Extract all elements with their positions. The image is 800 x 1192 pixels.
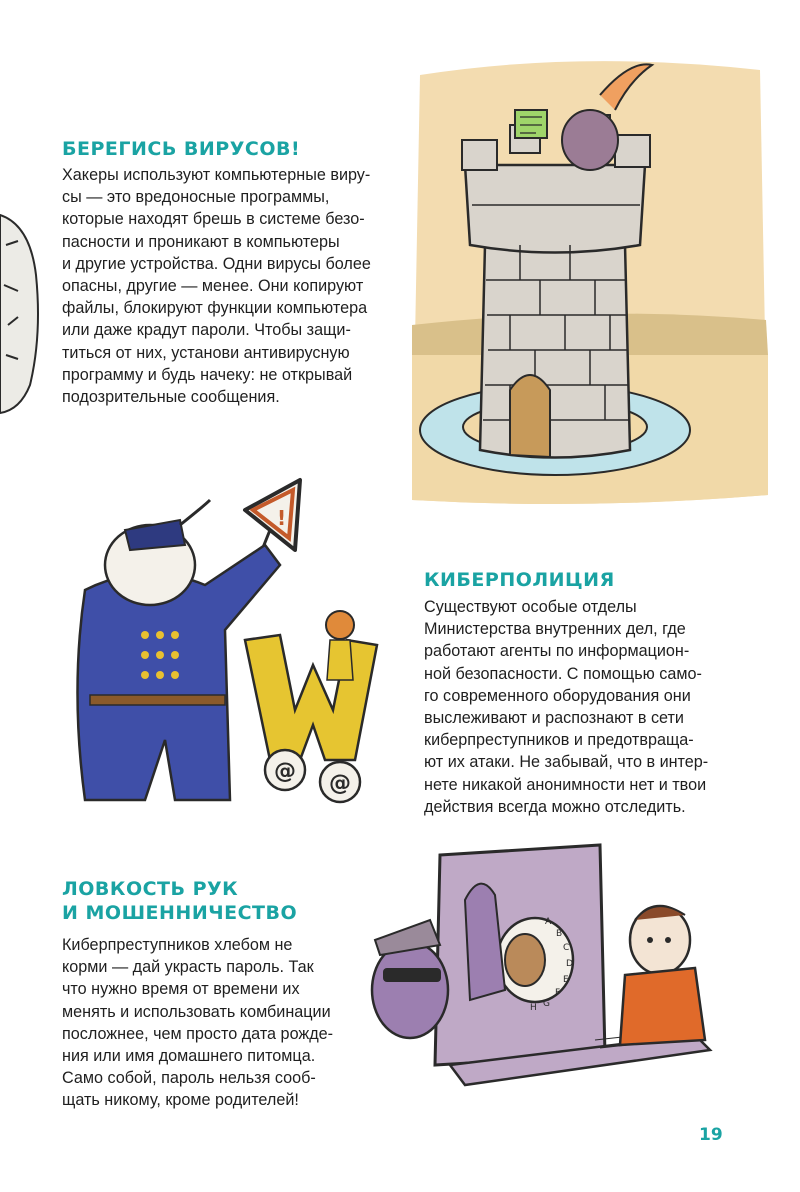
section-heading-fraud xyxy=(62,877,297,925)
section-body-viruses: Хакеры используют компьютерные виру- сы — это вредоносные программы, которые находят брешь в системе безо- пасности и проникают в компьютеры и другие устройства. Одни вирусы более опасны, другие — менее. Они копируют файлы, блокируют функции компьютера или даже крадут пароли. Чтобы защи- титься от них, установи антивирусную программу и будь начеку: не открывай подозрительные сообщения. xyxy=(62,166,371,407)
section-heading-viruses: БЕРЕГИСЬ ВИРУСОВ! xyxy=(62,138,301,160)
svg-text:!: ! xyxy=(277,506,287,530)
safe-illustration xyxy=(355,840,745,1095)
dial-letter-a: A xyxy=(545,917,552,927)
page-number: 19 xyxy=(699,1125,723,1145)
dial-letter-e: E xyxy=(563,975,569,985)
section-heading-fraud-line1: ЛОВКОСТЬ РУК xyxy=(62,878,239,900)
svg-text:@: @ xyxy=(274,759,296,784)
section-body-cyberpolice: Существуют особые отделы Министерства внутренних дел, где работают агенты по информацион- ной безопасности. С помощью само- го современного оборудования они выслеживают и распознают в сети киберпреступников и предотвраща- ют их атаки. Не забывай, что в интер- нете никакой анонимности нет и твои действия всегда можно отследить. xyxy=(424,598,709,816)
dial-letter-c: C xyxy=(563,943,570,953)
svg-text:@: @ xyxy=(329,771,351,796)
edge-illustration xyxy=(0,205,42,415)
dial-letter-g: G xyxy=(543,999,550,1009)
tower-illustration xyxy=(390,55,770,515)
police-illustration xyxy=(55,470,395,820)
section-heading-fraud-line2: И МОШЕННИЧЕСТВО xyxy=(62,902,298,924)
section-body-fraud: Киберпреступников хлебом не корми — дай украсть пароль. Так что нужно время от времени их менять и использовать комбинации посложнее, чем просто дата рожде- ния или имя домашнего питомца. Само собой, пароль нельзя сооб- щать никому, кроме родителей! xyxy=(62,936,334,1110)
section-heading-cyberpolice: КИБЕРПОЛИЦИЯ xyxy=(424,569,615,591)
dial-letter-h: H xyxy=(530,1003,537,1013)
dial-letter-d: D xyxy=(566,959,573,969)
dial-letter-f: F xyxy=(555,988,561,998)
dial-letter-b: B xyxy=(556,929,563,939)
